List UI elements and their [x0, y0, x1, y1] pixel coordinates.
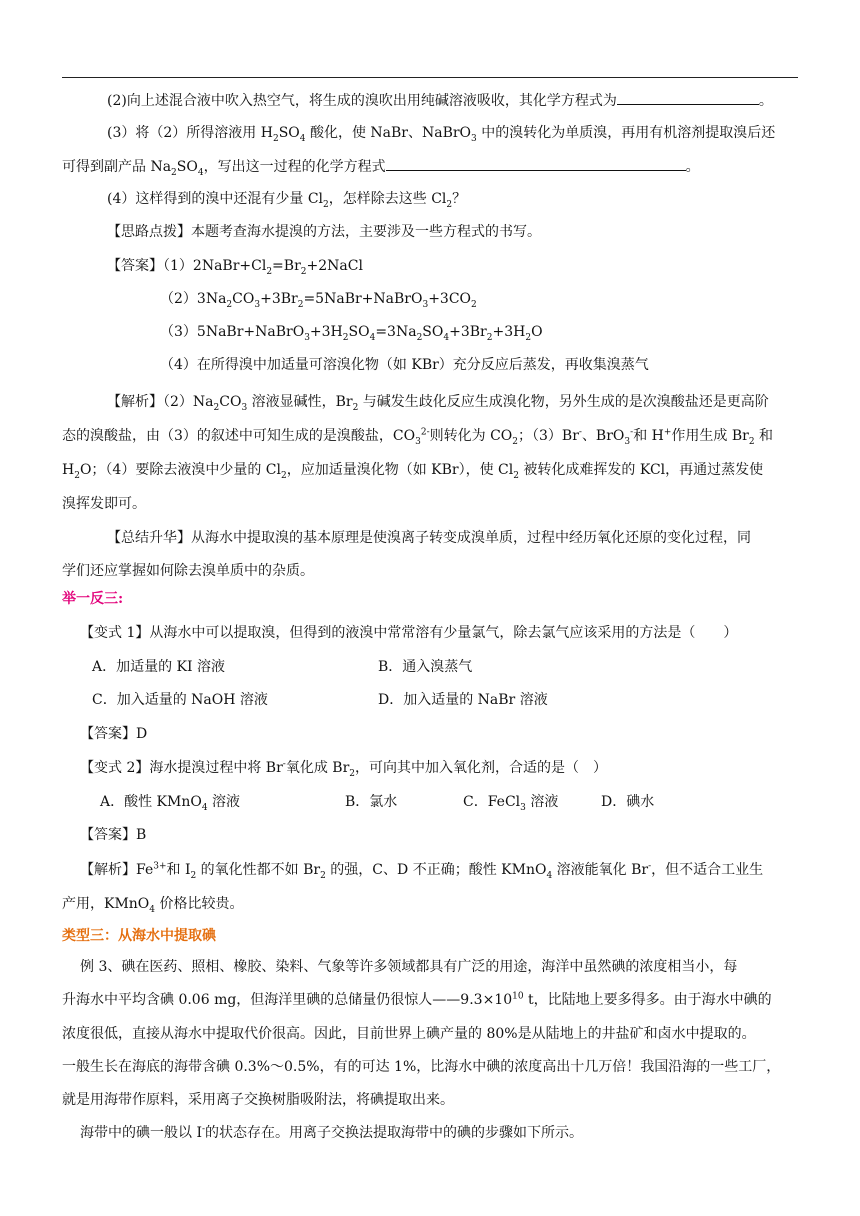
variant-2-option-b: B．氯水: [345, 794, 398, 810]
analysis-line1: 【解析】$(2)Na_2CO_3$ 溶液显碱性，$Br_2$ 与碱发生歧化反应生成溴化物，另外生成的是次溴酸盐还是更高阶: [107, 394, 769, 413]
answer-1: 【答案】$(1)2NaBr+Cl_2=Br_2+2NaCl$: [107, 258, 363, 277]
example-3-line1: 例 3、碘在医药、照相、橡胶、染料、气象等许多领域都具有广泛的用途，海洋中虽然碘的浓度相当小，每: [80, 959, 738, 975]
hint: 【思路点拨】本题考查海水提溴的方法，主要涉及一些方程式的书写。: [107, 224, 541, 240]
analysis-line2: 态的溴酸盐，由（3）的叙述中可知生成的是溴酸盐，$CO_3^{2-}$则转化为 $CO_2$；（3）Br-、BrO$_3$-和 H+作用生成 $Br_2$ 和: [62, 427, 774, 447]
variant-2-analysis-line1: 【解析】$Fe^{3+}$和 $I_2$ 的氧化性都不如 $Br_2$ 的强，C、D 不正确；酸性 KMnO$_4$ 溶液能氧化 Br-，但不适合工业生: [80, 861, 764, 881]
question-3-line1: (3）将（2）所得溶液用 $H_2SO_4$ 酸化，使 NaBr、NaBrO$_3$ 中的溴转化为单质溴，再用有机溶剂提取溴后还: [107, 125, 776, 144]
summary-line2: 学们还应掌握如何除去溴单质中的杂质。: [62, 563, 314, 579]
variant-2-option-d: D．碘水: [601, 794, 655, 810]
variant-1-answer: 【答案】D: [80, 726, 148, 742]
variant-1-option-c: C．加入适量的 NaOH 溶液: [92, 692, 268, 708]
example-3-line5: 就是用海带作原料，采用离子交换树脂吸附法，将碘提取出来。: [62, 1092, 454, 1108]
section-type3-heading: 类型三：从海水中提取碘: [62, 928, 216, 944]
variant-2-analysis-line2: 产用，KMnO$_4$ 价格比较贵。: [62, 896, 244, 915]
answer-4: （4）在所得溴中加适量可溶溴化物（如 KBr）充分反应后蒸发，再收集溴蒸气: [160, 357, 649, 373]
analysis-line3: $H_2O$；（4）要除去液溴中少量的 $Cl_2$，应加适量溴化物（如 KBr），使 $Cl_2$ 被转化成难挥发的 KCl，再通过蒸发使: [62, 462, 764, 481]
variant-1-option-a: A．加适量的 KI 溶液: [92, 659, 225, 675]
variant-2-option-c: C．FeCl$_3$ 溶液: [463, 794, 559, 813]
variant-2-answer: 【答案】B: [80, 827, 147, 843]
variant-1-question: 【变式 1】从海水中可以提取溴，但得到的液溴中常常溶有少量氯气，除去氯气应该采用的方法是（ ）: [80, 625, 738, 641]
question-2: (2)向上述混合液中吹入热空气，将生成的溴吹出用纯碱溶液吸收，其化学方程式为 。: [107, 90, 773, 111]
example-3-line2: 升海水中平均含碘 0.06 mg，但海洋里碘的总储量仍很惊人$——9.3\times 10^{10}$ t，比陆地上要多得多。由于海水中碘的: [62, 991, 772, 1008]
example-3-line3: 浓度很低，直接从海水中提取代价很高。因此，目前世界上碘产量的 80%是从陆地上的井盐矿和卤水中提取的。: [62, 1026, 756, 1042]
example-3-line6: 海带中的碘一般以 I-的状态存在。用离子交换法提取海带中的碘的步骤如下所示。: [80, 1124, 584, 1141]
variant-1-option-d: D．加入适量的 NaBr 溶液: [378, 692, 548, 708]
summary-line1: 【总结升华】从海水中提取溴的基本原理是使溴离子转变成溴单质，过程中经历氧化还原的变化过程，同: [107, 530, 751, 546]
header-rule: [62, 77, 798, 78]
question-4: (4）这样得到的溴中还混有少量 $Cl_2$，怎样除去这些 $Cl_2$？: [107, 191, 467, 210]
answer-blank: [386, 156, 686, 171]
answer-3: $(3)5NaBr+NaBrO_3+3H_2SO_4=3Na_2SO_4+3Br_2+3H_2O$: [160, 324, 543, 343]
example-3-line4: 一般生长在海底的海带含碘 0.3%～0.5%，有的可达 1%，比海水中碘的浓度高出十几万倍！我国沿海的一些工厂，: [62, 1059, 781, 1075]
section-examples-heading: 举一反三:: [62, 591, 124, 607]
variant-1-option-b: B．通入溴蒸气: [378, 659, 473, 675]
variant-2-option-a: A．酸性 KMnO$_4$ 溶液: [100, 794, 241, 813]
variant-2-question: 【变式 2】海水提溴过程中将 Br-氧化成 $Br_2$，可向其中加入氧化剂，合适的是（ ）: [80, 759, 608, 779]
question-3-line2: 可得到副产品 $Na_2SO_4$，写出这一过程的化学方程式 。: [62, 156, 700, 177]
analysis-line4: 溴挥发即可。: [62, 496, 146, 512]
answer-blank: [617, 90, 759, 105]
answer-2: $(2)3Na_2CO_3+3Br_2=5NaBr+NaBrO_3+3CO_2$: [160, 291, 477, 310]
